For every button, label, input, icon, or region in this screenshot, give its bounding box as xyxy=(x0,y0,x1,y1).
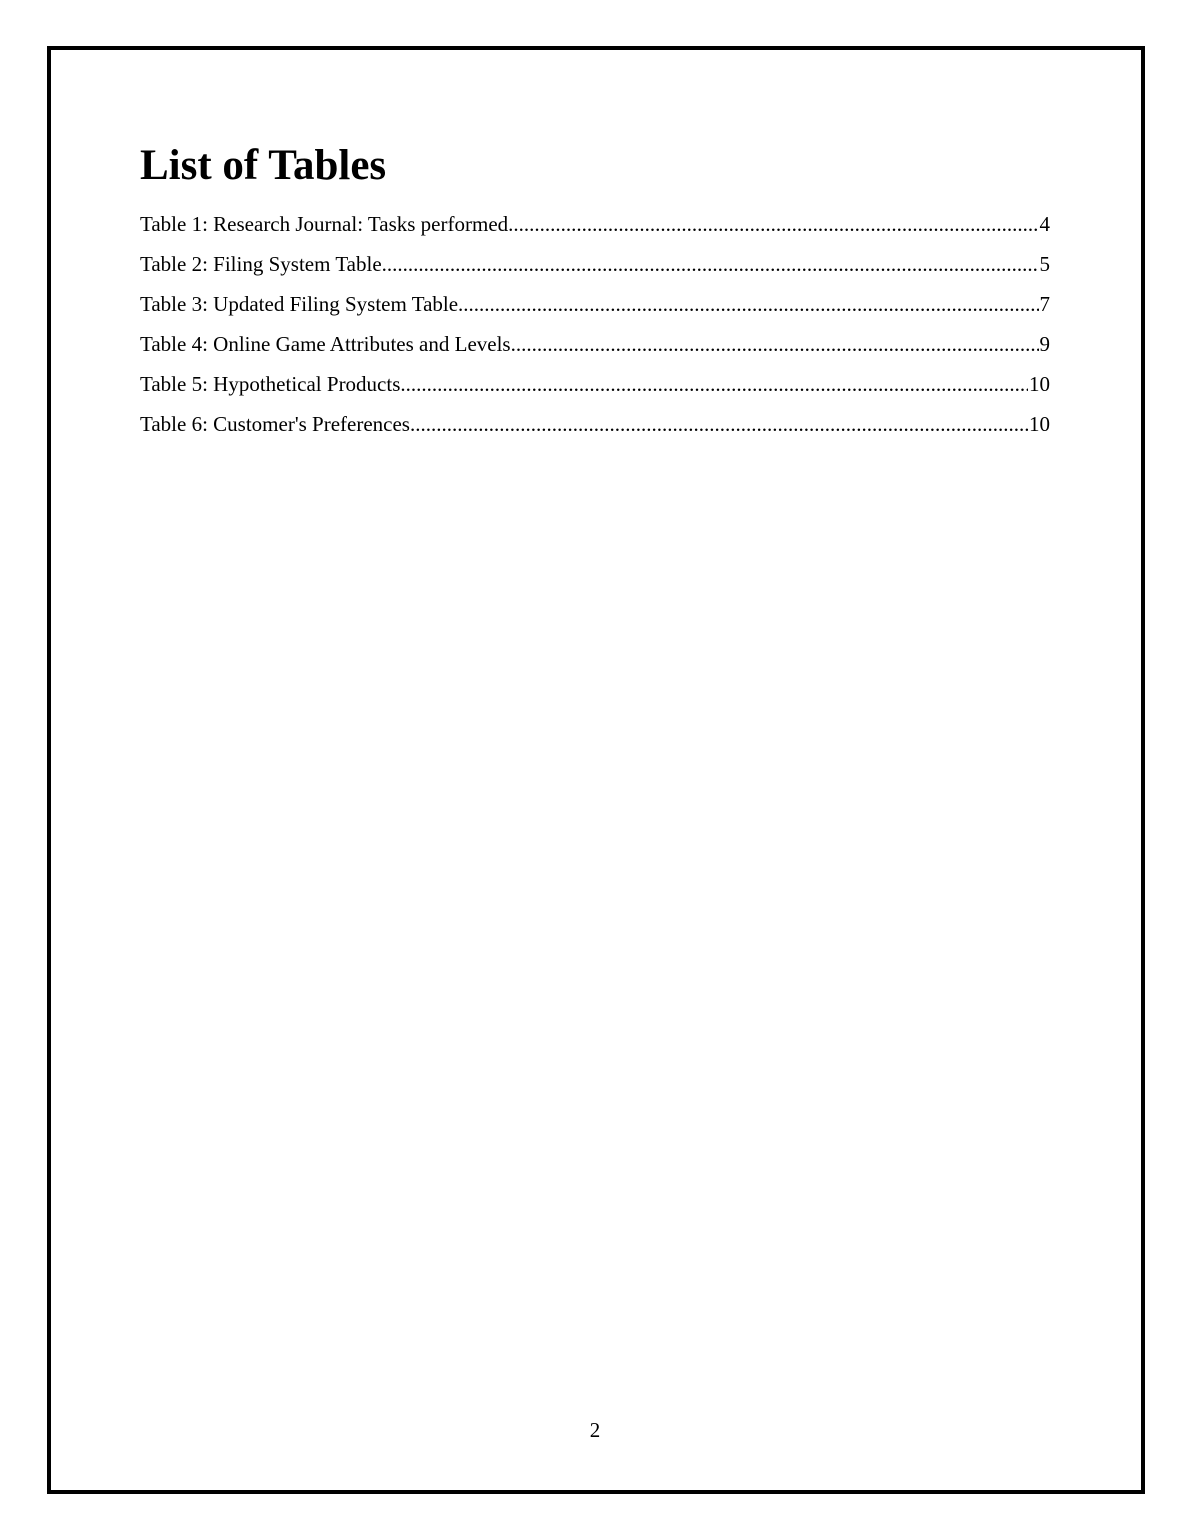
toc-entry-table-6[interactable] xyxy=(140,412,1050,452)
table-of-tables-list xyxy=(140,212,1050,452)
toc-entry-label: Table 1: Research Journal: Tasks performed xyxy=(140,212,509,236)
toc-entry-label: Table 3: Updated Filing System Table xyxy=(140,292,459,316)
toc-dot-leader xyxy=(382,252,1039,276)
toc-entry-table-5[interactable] xyxy=(140,372,1050,412)
toc-entry-page: 7 xyxy=(1039,292,1050,316)
toc-entry-page: 10 xyxy=(1029,372,1050,396)
toc-dot-leader xyxy=(508,212,1038,236)
toc-dot-leader xyxy=(410,412,1028,436)
toc-dot-leader xyxy=(511,332,1039,356)
toc-entry-label: Table 4: Online Game Attributes and Levels xyxy=(140,332,511,356)
page-content xyxy=(140,138,1050,452)
toc-dot-leader xyxy=(400,372,1028,396)
page-number: 2 xyxy=(589,1418,601,1442)
toc-entry-page: 5 xyxy=(1039,252,1050,276)
toc-entry-page: 9 xyxy=(1039,332,1050,356)
toc-entry-label: Table 5: Hypothetical Products xyxy=(140,372,401,396)
toc-entry-table-3[interactable] xyxy=(140,292,1050,332)
toc-entry-table-1[interactable] xyxy=(140,212,1050,252)
toc-dot-leader xyxy=(458,292,1038,316)
toc-entry-table-2[interactable] xyxy=(140,252,1050,292)
page-title: List of Tables xyxy=(140,142,387,189)
toc-entry-page: 4 xyxy=(1039,212,1050,236)
toc-entry-label: Table 2: Filing System Table xyxy=(140,252,382,276)
toc-entry-label: Table 6: Customer's Preferences xyxy=(140,412,410,436)
toc-entry-table-4[interactable] xyxy=(140,332,1050,372)
toc-entry-page: 10 xyxy=(1029,412,1050,436)
